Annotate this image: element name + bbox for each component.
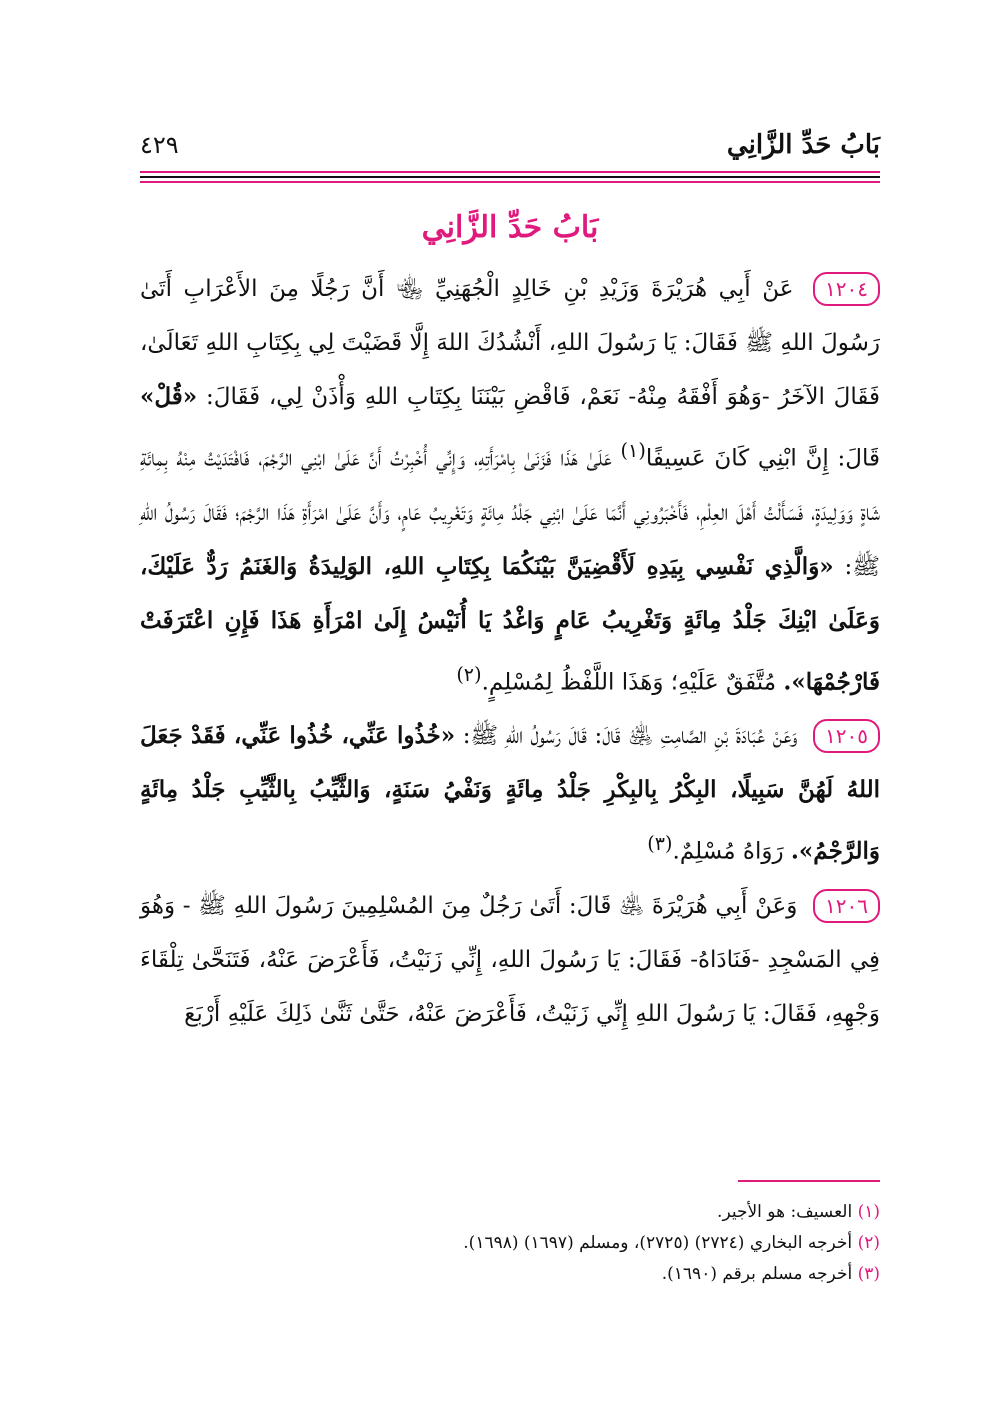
header-rule-pink: [140, 171, 880, 173]
header-rule-black: [140, 176, 880, 178]
hadith-1204: [140, 262, 880, 709]
footnote-text: أخرجه مسلم برقم (١٦٩٠).: [661, 1264, 853, 1284]
hadith-number-badge: ١٢٠٦: [813, 889, 880, 923]
hadith-text: وَعَنْ عُبَادَةَ بْنِ الصَّامِتِ ﵁ قَالَ: قَالَ رَسُولُ اللهِ ﷺ:: [462, 723, 798, 750]
footnote-text: العسيف: هو الأجير.: [717, 1202, 853, 1222]
hadith-text: عَنْ أَبِي هُرَيْرَةَ وَزَيْدِ بْنِ خَالِدٍ الْجُهَنِيِّ ﵄ أَنَّ رَجُلًا مِنَ الأَعْرَابِ أَتَىٰ رَسُولَ اللهِ ﷺ فَقَالَ: يَا رَسُولَ اللهِ، أَنْشُدُكَ اللهَ إِلَّا قَضَيْتَ لِي بِكِتَابِ اللهِ تَعَالَىٰ، فَقَالَ الآخَرُ -وَهُوَ أَفْقَهُ مِنْهُ- نَعَمْ، فَاقْضِ بَيْنَنَا بِكِتَابِ اللهِ وَأْذَنْ لِي، فَقَالَ:: [140, 276, 881, 410]
running-header: [140, 125, 880, 165]
footnote-number: (١): [857, 1202, 880, 1222]
chapter-heading: بَابُ حَدِّ الزَّانِي: [421, 210, 599, 245]
prophetic-quote: «قُلْ»: [140, 383, 198, 410]
footnote-number: (٣): [857, 1264, 880, 1284]
footnotes: [140, 1197, 880, 1290]
footnote-ref: (١): [620, 439, 646, 462]
footnote-ref: (٢): [456, 662, 482, 686]
footnote-1: [140, 1197, 880, 1228]
hadith-text: عَلَىٰ هَذَا فَزَنَىٰ بِامْرَأَتِهِ، وَإِنِّي أُخْبِرْتُ أَنَّ عَلَىٰ ابْنِي الرَّجْمَ، فَافْتَدَيْتُ مِنْهُ بِمِائَةِ شَاةٍ وَوَلِيدَةٍ، فَسَأَلْتُ أَهْلَ العِلْمِ، فَأَخْبَرُونِي أَنَّمَا عَلَىٰ ابْنِي جَلْدُ مِائَةٍ وَتَغْرِيبُ عَامٍ، وَأَنَّ عَلَىٰ امْرَأَةِ هَذَا الرَّجْمَ؛ فَقَالَ رَسُولُ اللهِ ﷺ:: [140, 445, 881, 580]
footnote-number: (٢): [857, 1233, 880, 1253]
footnote-2: [140, 1228, 880, 1259]
hadith-1206: [140, 879, 880, 1041]
running-header-title: بَابُ حَدِّ الزَّانِي: [726, 130, 880, 160]
hadith-1205: [140, 709, 880, 879]
hadith-number-badge: ١٢٠٤: [813, 272, 880, 306]
page-number: ٤٢٩: [140, 131, 179, 159]
footnote-ref: (٣): [647, 832, 673, 856]
footnote-text: أخرجه البخاري (٢٧٢٤) (٢٧٢٥)، ومسلم (١٦٩٧) (١٦٩٨).: [463, 1233, 853, 1253]
hadith-text: قَالَ: إِنَّ ابْنِي كَانَ عَسِيفًا: [645, 445, 881, 472]
hadith-source: رَوَاهُ مُسْلِمٌ.: [672, 838, 784, 865]
prophetic-quote: «خُذُوا عَنِّي، خُذُوا عَنِّي، فَقَدْ جَعَلَ اللهُ لَهُنَّ سَبِيلًا، البِكْرُ بِالبِكْرِ جَلْدُ مِائَةٍ وَنَفْيُ سَنَةٍ، وَالثَّيِّبُ بِالثَّيِّبِ جَلْدُ مِائَةٍ وَالرَّجْمُ».: [140, 722, 880, 865]
hadith-source: مُتَّفَقٌ عَلَيْهِ؛ وَهَذَا اللَّفْظُ لِمُسْلِمٍ.: [481, 669, 777, 696]
main-text: [140, 262, 880, 1041]
footnote-3: [140, 1259, 880, 1290]
hadith-text: وَعَنْ أَبِي هُرَيْرَةَ ﵁ قَالَ: أَتَىٰ رَجُلٌ مِنَ المُسْلِمِينَ رَسُولَ اللهِ ﷺ - وَهُوَ فِي المَسْجِدِ -فَنَادَاهُ- فَقَالَ: يَا رَسُولَ اللهِ، إِنِّي زَنَيْتُ، فَأَعْرَضَ عَنْهُ، فَتَنَحَّىٰ تِلْقَاءَ وَجْهِهِ، فَقَالَ: يَا رَسُولَ اللهِ إِنِّي زَنَيْتُ، فَأَعْرَضَ عَنْهُ، حَتَّىٰ ثَنَّىٰ ذَلِكَ عَلَيْهِ أَرْبَعَ: [140, 892, 880, 1027]
header-rule-pink-2: [140, 181, 880, 183]
hadith-number-badge: ١٢٠٥: [813, 719, 880, 753]
footnote-separator: [738, 1180, 880, 1182]
prophetic-quote: «وَالَّذِي نَفْسِي بِيَدِهِ لَأَقْضِيَنَّ بَيْنَكُمَا بِكِتَابِ اللهِ، الوَلِيدَةُ وَالغَنَمُ رَدٌّ عَلَيْكَ، وَعَلَىٰ ابْنِكَ جَلْدُ مِائَةٍ وَتَغْرِيبُ عَامٍ وَاغْدُ يَا أُنَيْسُ إِلَىٰ امْرَأَةِ هَذَا فَإِنِ اعْتَرَفَتْ فَارْجُمْهَا».: [140, 552, 880, 696]
